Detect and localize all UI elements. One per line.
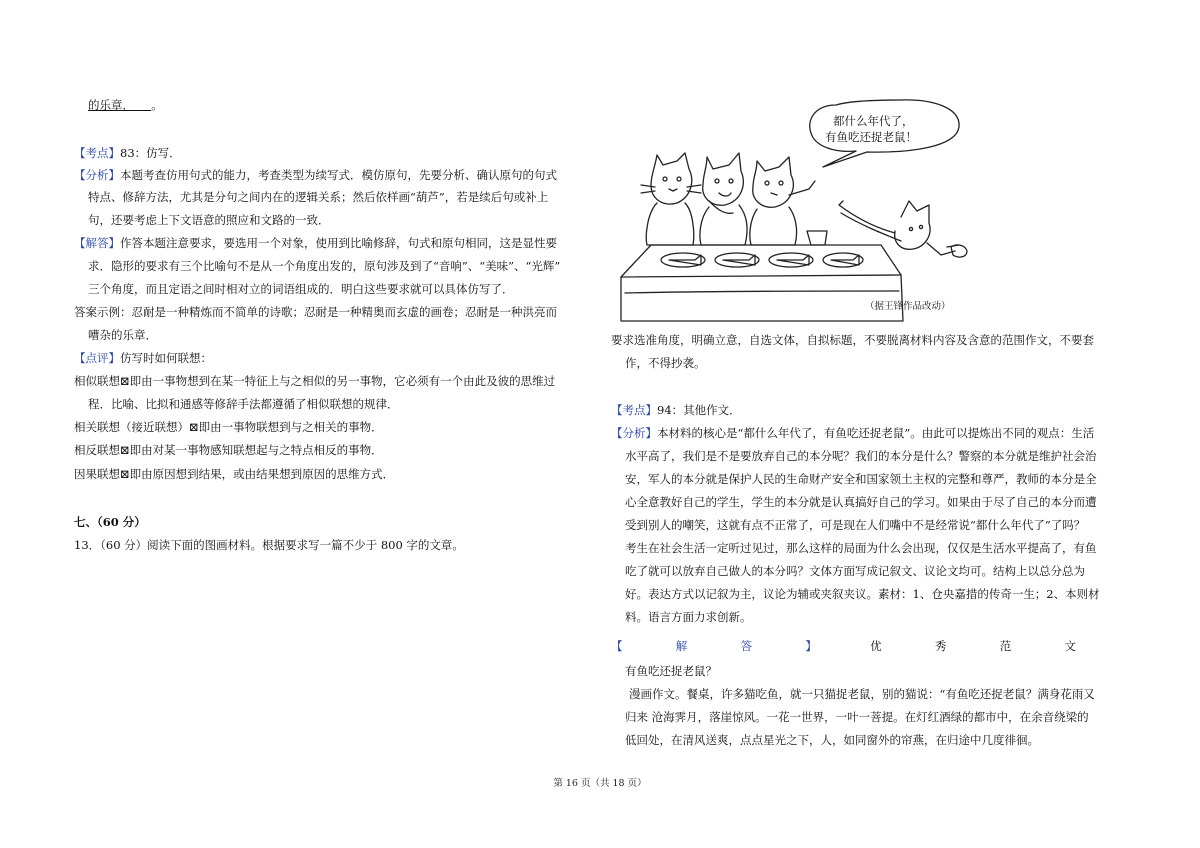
answer-text-2: 嘈杂的乐章． bbox=[88, 328, 157, 342]
kaodian-row bbox=[74, 145, 181, 161]
jieda-char-2: 答 bbox=[740, 639, 753, 653]
bubble-line-1: 都什么年代了， bbox=[833, 114, 914, 128]
fenxi-text-right-2: 水平高了，我们是不是要放弃自己的本分呢？我们的本分是什么？警察的本分就是维护社会治 bbox=[625, 449, 1097, 463]
jieda-bracket-open: 【 bbox=[611, 639, 623, 653]
period: 。 bbox=[151, 98, 163, 112]
essay-text-1: 漫画作文。餐桌，许多猫吃鱼，就一只猫捉老鼠，别的猫说：“有鱼吃还捉老鼠？满身花雨又 bbox=[629, 687, 1095, 701]
bubble-line-2: 有鱼吃还捉老鼠！ bbox=[825, 130, 917, 144]
jieda-text-2: 求．隐形的要求有三个比喻句不是从一个角度出发的，原句涉及到了“音响”、“美味”、“光辉” bbox=[88, 259, 561, 273]
xiangguan-text: 相关联想（接近联想）⊠即由一事物联想到与之相关的事物． bbox=[74, 420, 383, 434]
fenxi-row-right bbox=[611, 425, 1094, 441]
jieda-text-3: 三个角度，而且定语之间时相对立的词语组成的．明白这些要求就可以具体仿写了． bbox=[88, 282, 514, 296]
cartoon-caption: （据王锋作品改动） bbox=[865, 301, 951, 312]
jieda-char-1: 解 bbox=[675, 639, 688, 653]
fenxi-row-1 bbox=[74, 167, 557, 183]
xiangfan-text: 相反联想⊠即由对某一事物感知联想起与之特点相反的事物． bbox=[74, 443, 383, 457]
requirement-text-1: 要求选准角度，明确立意，自选文体，自拟标题，不要脱离材料内容及含意的范围作文，不要套 bbox=[611, 333, 1094, 347]
fenxi-text-right-4: 心全意教好自己的学生，学生的本分就是认真搞好自己的学习。如果由于尽了自己的本分而遭 bbox=[625, 495, 1097, 509]
dianping-row bbox=[74, 350, 212, 366]
continued-text bbox=[88, 97, 163, 113]
kaodian-row-right bbox=[611, 402, 741, 418]
fenxi-text-right-9: 料。语言方面力求创新。 bbox=[625, 610, 752, 624]
heading-char-you: 优 bbox=[870, 639, 882, 653]
underlined-fragment: 的乐章． bbox=[88, 98, 152, 112]
heading-char-xiu: 秀 bbox=[934, 639, 947, 653]
answer-text-1: 答案示例：忍耐是一种精炼而不简单的诗歌；忍耐是一种精奥而玄虚的画卷；忍耐是一种洪亮而 bbox=[74, 305, 557, 319]
fenxi-text-right-3: 安，军人的本分就是保护人民的生命财产安全和国家领土主权的完整和尊严，教师的本分是全 bbox=[625, 472, 1097, 486]
dianping-text: 仿写时如何联想： bbox=[120, 351, 212, 365]
jieda-bracket-close: 】 bbox=[805, 639, 817, 653]
fenxi-text-right-6: 考生在社会生活一定听过见过，那么这样的局面为什么会出现，仅仅是生活水平提高了，有鱼 bbox=[625, 541, 1097, 555]
question-13: 13．（60 分）阅读下面的图画材料。根据要求写一篇不少于 800 字的文章。 bbox=[74, 538, 464, 552]
essay-text-3: 低回处，在清风送爽，点点星光之下，人，如同窗外的帘燕，在归途中几度徘徊。 bbox=[625, 733, 1039, 747]
fenxi-text-2: 特点、修辞方法，尤其是分句之间内在的逻辑关系；然后依样画“葫芦”，若是续后句或补上 bbox=[88, 190, 549, 204]
section-heading: 七、（60 分） bbox=[74, 515, 146, 529]
fenxi-tag-right: 【分析】 bbox=[611, 426, 657, 440]
fenxi-tag: 【分析】 bbox=[74, 168, 120, 182]
xiangsi-text-2: 程．比喻、比拟和通感等修辞手法都遵循了相似联想的规律． bbox=[88, 397, 399, 411]
fenxi-text-3: 句，还要考虑上下文语意的照应和文路的一致． bbox=[88, 213, 330, 227]
dianping-tag: 【点评】 bbox=[74, 351, 120, 365]
fenxi-text-right-8: 好。表达方式以记叙为主，议论为辅或夹叙夹议。素材：1、仓央嘉措的传奇一生；2、本则材 bbox=[625, 587, 1100, 601]
fenxi-text-right-5: 受到别人的嘲笑，这就有点不正常了，可是现在人们嘴中不是经常说“都什么年代了”了吗？ bbox=[625, 518, 1086, 532]
essay-text-2: 归来 沧海霁月，落崖惊风。一花一世界，一叶一菩提。在灯红酒绿的都市中，在余音绕梁的 bbox=[625, 710, 1089, 724]
kaodian-tag-right: 【考点】 bbox=[611, 403, 657, 417]
heading-char-fan: 范 bbox=[999, 639, 1012, 653]
page-footer: 第 16 页（共 18 页） bbox=[553, 778, 647, 789]
yinguo-text: 因果联想⊠即由原因想到结果，或由结果想到原因的思维方式． bbox=[74, 467, 395, 481]
xiangsi-text-1: 相似联想⊠即由一事物想到在某一特征上与之相似的另一事物，它必须有一个由此及彼的思维过 bbox=[74, 374, 556, 388]
fenxi-text-1: 本题考查仿用句式的能力，考查类型为续写式．模仿原句，先要分析、确认原句的句式 bbox=[120, 168, 557, 182]
kaodian-text-right: 94：其他作文． bbox=[657, 403, 741, 417]
jieda-text-1: 作答本题注意要求，要选用一个对象，使用到比喻修辞，句式和原句相同，这是显性要 bbox=[120, 236, 557, 250]
essay-title: 有鱼吃还捉老鼠？ bbox=[625, 664, 717, 678]
kaodian-tag: 【考点】 bbox=[74, 146, 120, 160]
jieda-heading-row bbox=[611, 638, 1076, 654]
fenxi-text-right-7: 吃了就可以放弃自己做人的本分吗？文体方面写成记叙文、议论文均可。结构上以总分总为 bbox=[625, 564, 1085, 578]
jieda-tag: 【解答】 bbox=[74, 236, 120, 250]
fenxi-text-right-1: 本材料的核心是“都什么年代了，有鱼吃还捉老鼠”。由此可以提炼出不同的观点：生活 bbox=[657, 426, 1095, 440]
jieda-row-1 bbox=[74, 235, 557, 251]
cartoon-illustration bbox=[611, 97, 973, 325]
kaodian-text: 83：仿写． bbox=[120, 146, 181, 160]
heading-char-wen: 文 bbox=[1064, 639, 1076, 653]
requirement-text-2: 作，不得抄袭。 bbox=[625, 356, 706, 370]
